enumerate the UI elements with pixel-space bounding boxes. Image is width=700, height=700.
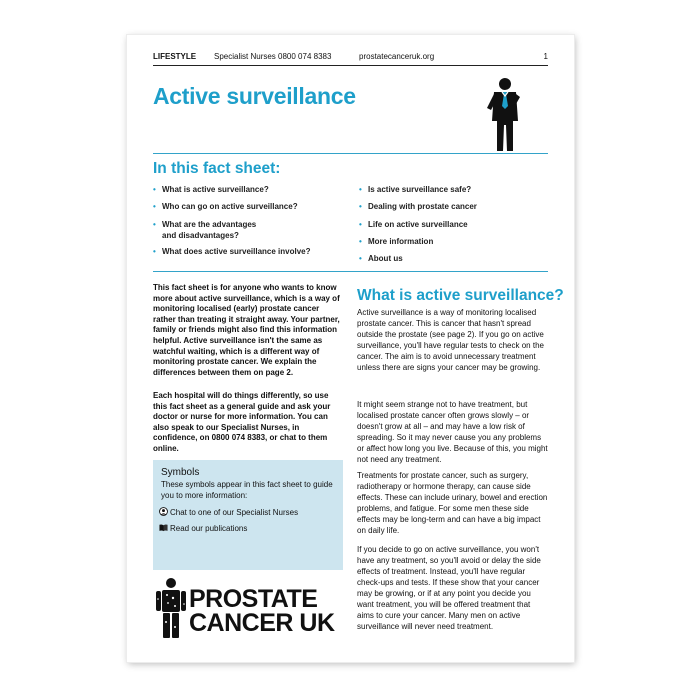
header-page-number: 1 [543,52,548,61]
page-title: Active surveillance [153,83,356,109]
symbols-heading: Symbols [161,467,200,478]
bullet-icon: • [359,254,362,263]
bullet-icon: • [153,247,156,256]
header-url[interactable]: prostatecanceruk.org [359,52,435,61]
logo-line-2: CANCER UK [189,609,335,637]
toc-item[interactable]: • What does active surveillance involve? [153,247,311,256]
symbols-box [153,460,343,570]
bullet-icon: • [153,185,156,194]
bullet-icon: • [153,220,156,229]
toc-item[interactable]: • Life on active surveillance [359,220,468,229]
body-paragraph: It might seem strange not to have treatment, but localised prostate cancer often grows slowly – or doesn't grow at all – and may have a low risk of spreading. So it may never cause you any problems or affect how long you live. Because of this, you might not need any treatment. [357,400,548,464]
symbol-item-nurse: Chat to one of our Specialist Nurses [159,507,298,517]
bullet-icon: • [359,237,362,246]
toc-item[interactable]: • Who can go on active surveillance? [153,202,298,211]
toc-item[interactable]: • More information [359,237,434,246]
logo-line-1: PROSTATE [189,585,318,613]
body-paragraph: Treatments for prostate cancer, such as surgery, radiotherapy or hormone therapy, can cause side effects. These can include urinary, bowel and erection problems, and fatigue. For some men these side effects may be long-term and can have a big impact on daily life. [357,471,548,535]
toc-item[interactable]: • About us [359,254,403,263]
section-heading: What is active surveillance? [357,287,564,304]
nurse-icon [159,507,168,516]
toc-item[interactable]: • What is active surveillance? [153,185,269,194]
logo-figure-icon [153,577,189,639]
bullet-icon: • [359,202,362,211]
fact-sheet-page [127,35,574,662]
symbol-item-publications: Read our publications [159,523,247,533]
bullet-icon: • [359,185,362,194]
intro-paragraph: Each hospital will do things differently, so use this fact sheet as a general guide and ask your doctor or nurse for more information. You can also speak to our Specialist Nurses, in confidence, on 0800 074 8383, or chat to them online. [153,391,331,453]
book-icon [159,523,168,532]
header-rule [153,65,548,66]
toc-item[interactable]: • Is active surveillance safe? [359,185,472,194]
toc-item[interactable]: • What are the advantages and disadvantages? [153,220,257,240]
intro-paragraph: This fact sheet is for anyone who wants to know more about active surveillance, which is a way of monitoring localised (early) prostate cancer rather than treating it straight away. Your partner, family or friends might also find this information helpful. Active surveillance isn't the same as watchful waiting, which is a different way of monitoring prostate cancer. We explain the differences between them on page 2. [153,283,340,377]
body-paragraph: If you decide to go on active surveillance, you won't have any treatment, so you'll avoid or delay the side effects of treatment. Instead, you'll have regular check-ups and tests. If these show that your cancer may be growing, or if at any point you decide you want treatment, you will be offered treatment that aims to cure your cancer. Many men on active surveillance will never need treatment. [357,545,541,631]
toc-item[interactable]: • Dealing with prostate cancer [359,202,477,211]
toc-heading: In this fact sheet: [153,160,281,177]
body-paragraph: Active surveillance is a way of monitoring localised prostate cancer. This is cancer that hasn't spread outside the prostate (see page 2). If you go on active surveillance, you'll have regular tests to check on the cancer. The aim is to avoid unnecessary treatment unless there are signs your cancer may be growing. [357,308,544,372]
bullet-icon: • [359,220,362,229]
header-phone: Specialist Nurses 0800 074 8383 [214,52,332,61]
title-rule [153,153,548,154]
symbols-text: These symbols appear in this fact sheet to guide you to more information: [161,480,333,500]
toc-rule [153,271,548,272]
header-section: LIFESTYLE [153,52,197,61]
bullet-icon: • [153,202,156,211]
man-illustration [483,77,527,153]
